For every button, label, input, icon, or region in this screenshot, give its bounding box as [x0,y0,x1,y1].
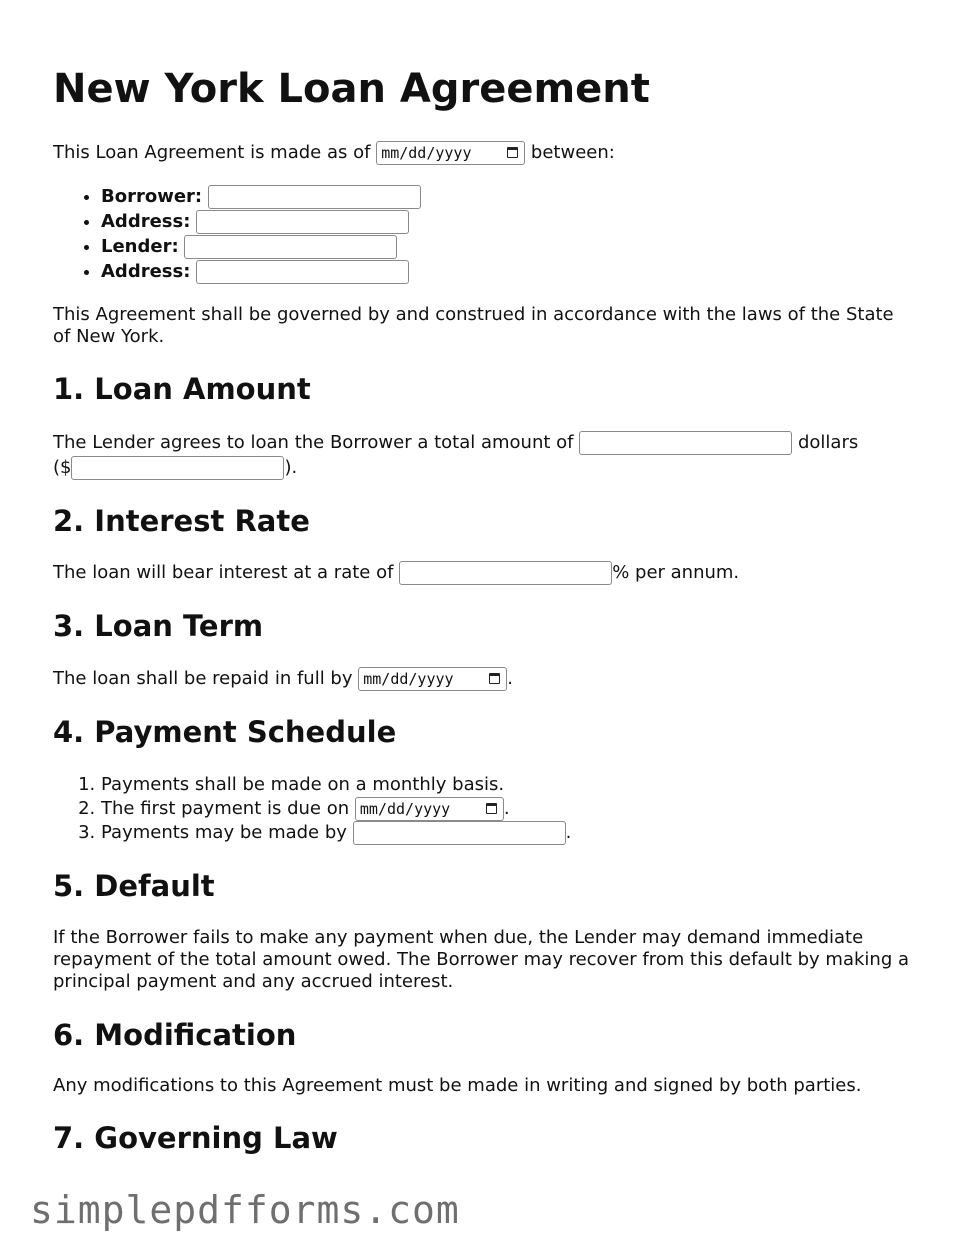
intro-paragraph [53,141,615,165]
section-heading-modification: 6. Modification [53,1018,297,1052]
borrower-input[interactable] [208,185,421,209]
default-paragraph: If the Borrower fails to make any payment when due, the Lender may demand immediate repayment of the total amount owed. The Borrower may recover from this default by making a principal payment and any accrued interest. [53,927,910,992]
section-heading-governing-law: 7. Governing Law [53,1121,338,1155]
paren-open-text: ($ [53,457,72,478]
payment-method-input[interactable] [353,821,566,845]
repayment-date-input[interactable] [358,667,507,691]
interest-rate-text: The loan will bear interest at a rate of [53,562,394,583]
borrower-address-input[interactable] [196,210,409,234]
dollars-text: dollars [797,432,859,453]
governing-intro-paragraph: This Agreement shall be governed by and construed in accordance with the laws of the State of New York. [53,304,894,347]
schedule-item-text: Payments may be made by [101,822,347,843]
per-annum-text: % per annum. [612,562,740,583]
section-heading-default: 5. Default [53,869,215,903]
watermark: simplepdfforms.com [30,1188,460,1232]
lender-input[interactable] [184,235,397,259]
interest-rate-paragraph [53,561,739,585]
list-item [101,259,421,284]
list-item [101,773,571,797]
loan-amount-text: The Lender agrees to loan the Borrower a total amount of [53,432,574,453]
section-heading-loan-term: 3. Loan Term [53,609,264,643]
borrower-address-label: Address: [101,211,191,232]
section-heading-interest-rate: 2. Interest Rate [53,504,310,538]
intro-text-between: between: [530,142,615,163]
modification-paragraph: Any modifications to this Agreement must be made in writing and signed by both parties. [53,1075,862,1096]
intro-text: This Loan Agreement is made as of [53,142,371,163]
list-item [101,797,571,821]
schedule-item-text: The first payment is due on [101,798,350,819]
schedule-item-text: Payments shall be made on a monthly basis. [101,774,505,795]
list-item [101,821,571,845]
parties-list [53,184,421,284]
calendar-icon [489,673,500,684]
calendar-icon [486,803,497,814]
loan-amount-paragraph [53,430,923,480]
borrower-label: Borrower: [101,186,203,207]
paren-close-text: ). [284,457,298,478]
loan-amount-number-input[interactable] [71,456,284,480]
first-payment-date-input[interactable] [355,797,504,821]
list-item [101,184,421,209]
list-item [101,234,421,259]
lender-label: Lender: [101,236,179,257]
agreement-date-input[interactable] [376,141,525,165]
page-title: New York Loan Agreement [53,66,650,112]
date-placeholder: mm/dd/yyyy [363,670,454,688]
loan-term-text: The loan shall be repaid in full by [53,668,353,689]
loan-amount-words-input[interactable] [579,431,792,455]
loan-term-paragraph [53,667,513,691]
lender-address-label: Address: [101,261,191,282]
period-text: . [565,822,572,843]
period-text: . [507,668,513,689]
date-placeholder: mm/dd/yyyy [381,144,472,162]
section-heading-payment-schedule: 4. Payment Schedule [53,715,397,749]
period-text: . [503,798,510,819]
payment-schedule-list [53,773,571,845]
interest-rate-input[interactable] [399,561,612,585]
date-placeholder: mm/dd/yyyy [359,800,451,818]
lender-address-input[interactable] [196,260,409,284]
list-item [101,209,421,234]
calendar-icon [507,147,518,158]
section-heading-loan-amount: 1. Loan Amount [53,372,311,406]
